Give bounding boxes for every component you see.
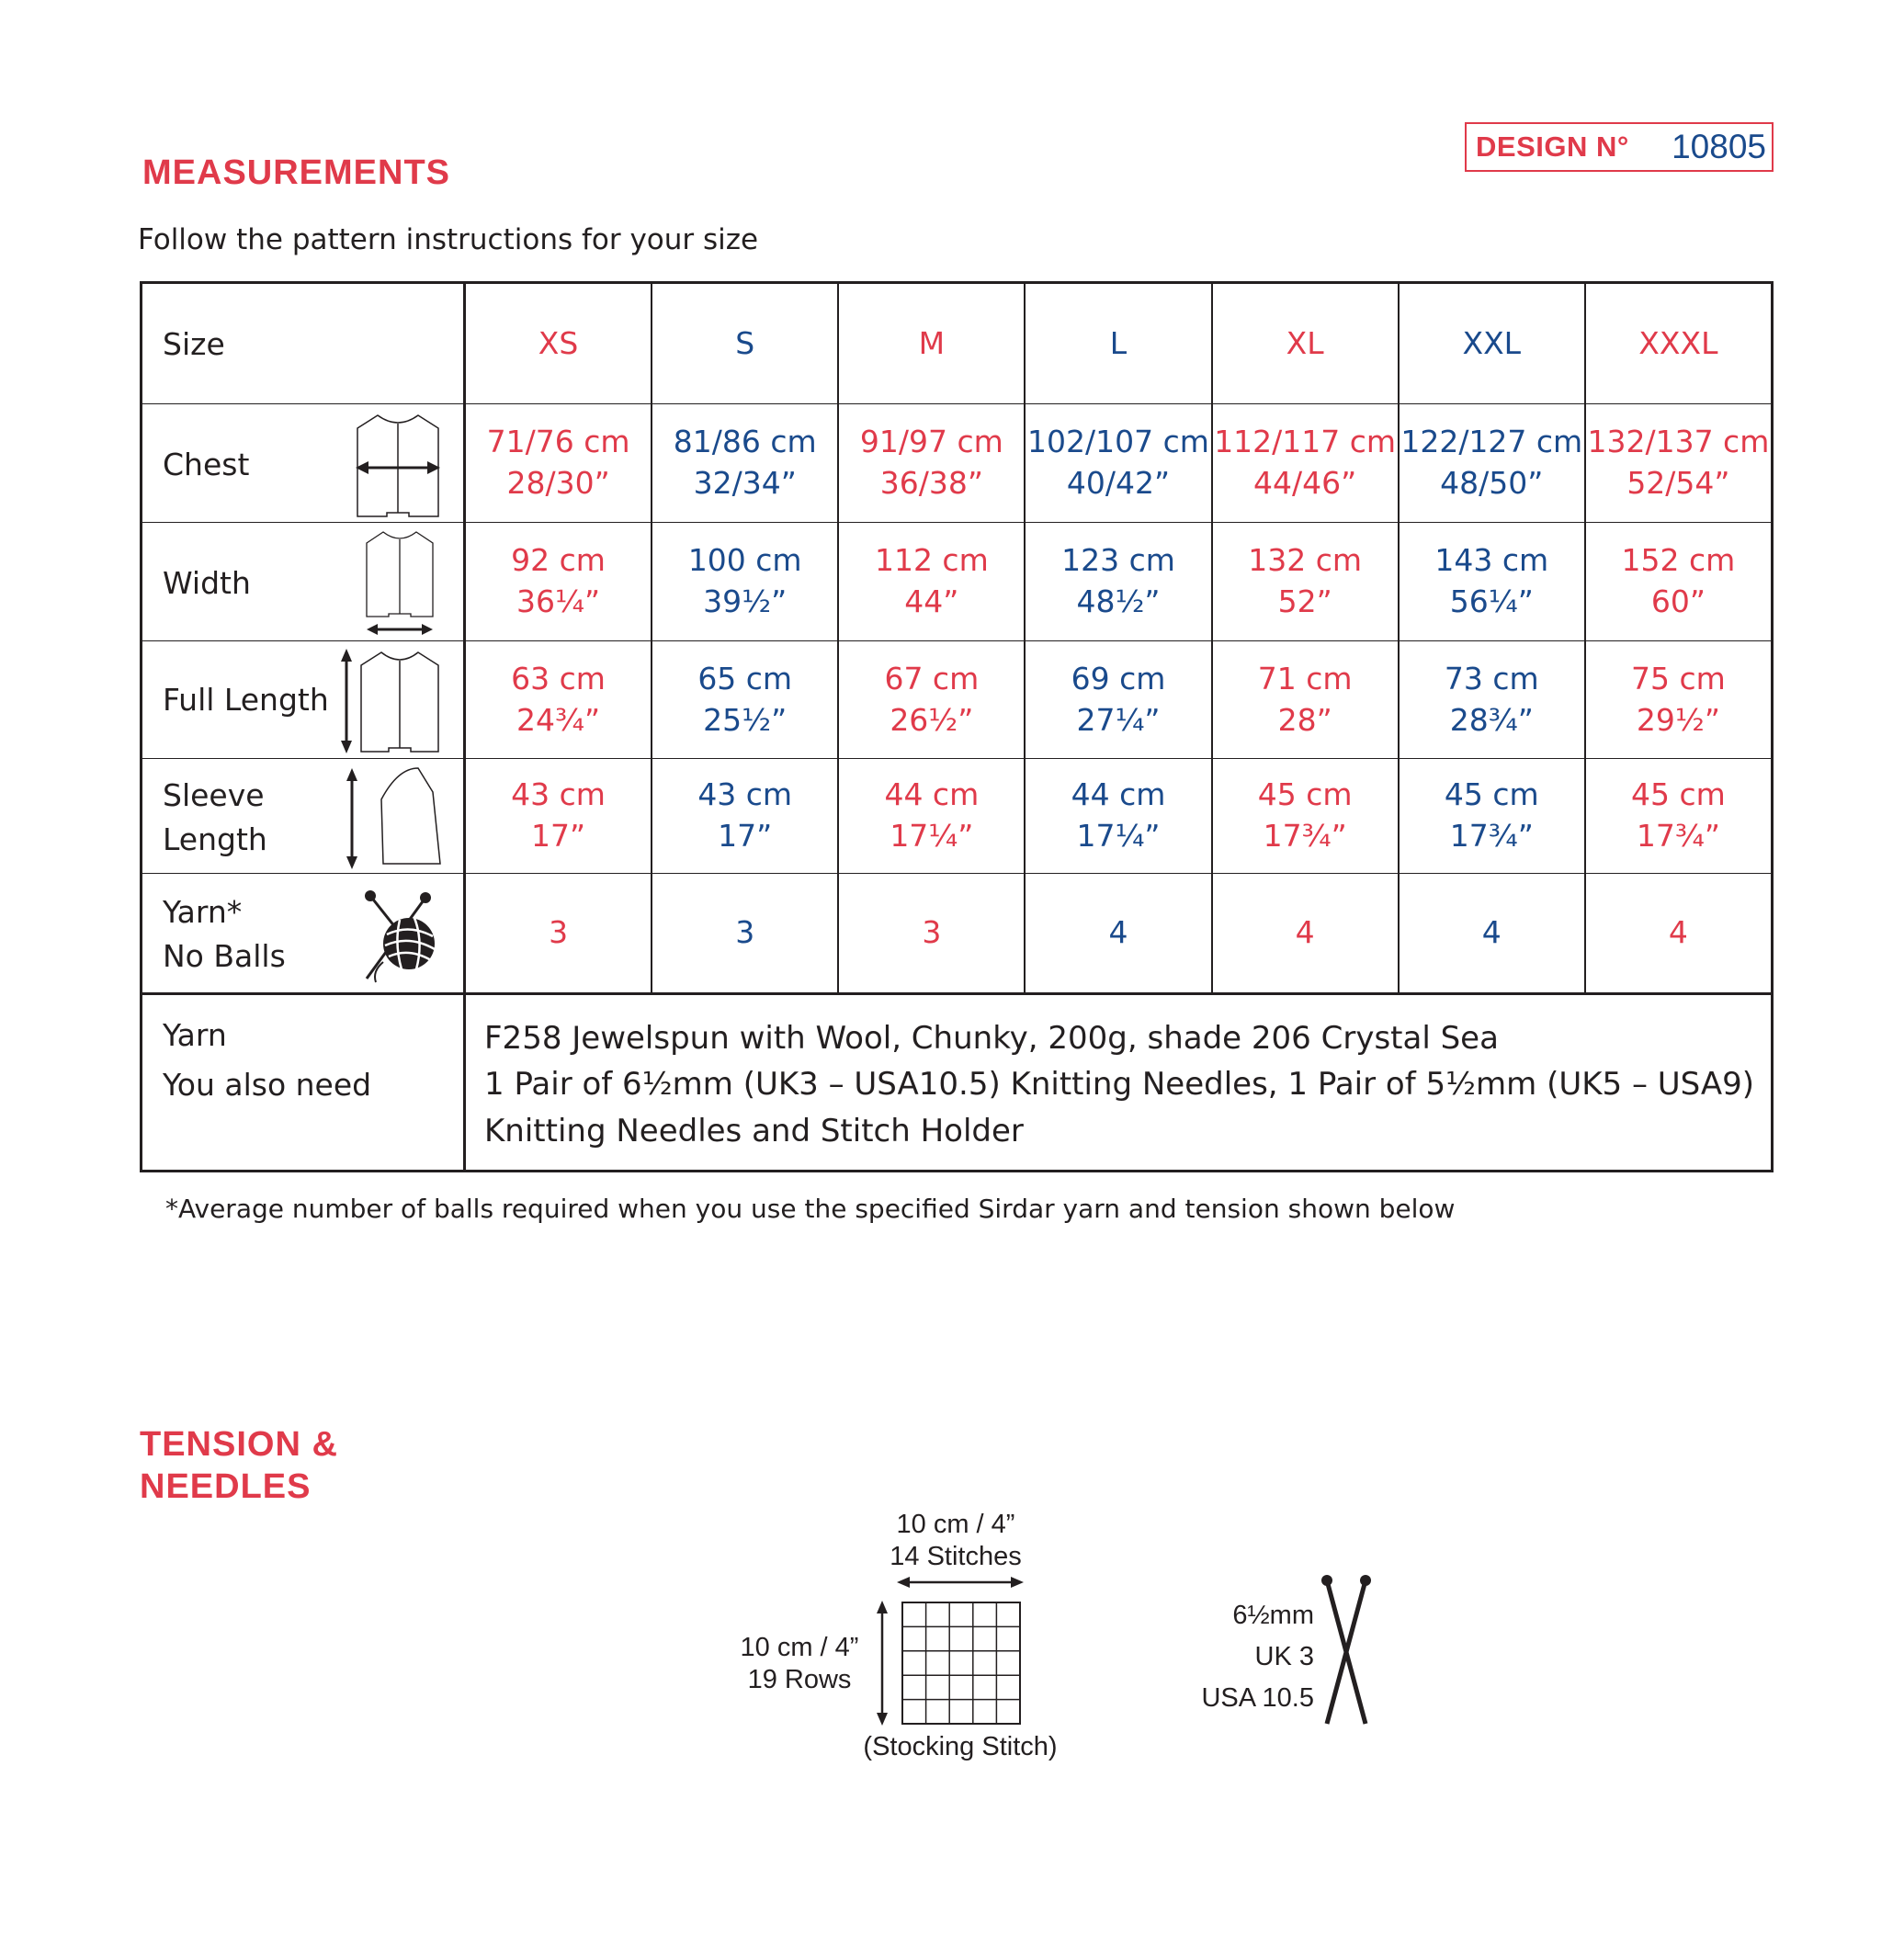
- tension-heading-line-1: TENSION &: [140, 1425, 338, 1464]
- full-length-s: [652, 641, 839, 758]
- size-label-cell: [142, 284, 466, 403]
- full-length-m-in: 26½”: [890, 701, 974, 738]
- also-need-line-1: 1 Pair of 6½mm (UK3 – USA10.5) Knitting Needles, 1 Pair of 5½mm (UK5 – USA9): [484, 1066, 1755, 1104]
- width-s-in: 39½”: [703, 583, 788, 619]
- sleeve-xxl: [1400, 759, 1586, 873]
- tension-stitches: 14 Stitches: [890, 1541, 1022, 1571]
- chest-diagram-icon: [350, 408, 446, 520]
- width-m-in: 44”: [904, 583, 959, 619]
- sleeve-length-label-cell: [142, 759, 466, 873]
- width-xs: [466, 523, 652, 640]
- sleeve-m: [839, 759, 1026, 873]
- design-number-box: [1465, 122, 1774, 172]
- chest-s-in: 32/34”: [693, 465, 797, 501]
- sleeve-xs-in: 17”: [531, 818, 586, 854]
- yarn-label: Yarn: [163, 1017, 227, 1053]
- needle-mm: 6½mm: [1232, 1601, 1314, 1630]
- chest-m: [839, 404, 1026, 522]
- full-length-xxxl-in: 29½”: [1636, 701, 1720, 738]
- width-xs-cm: 92 cm: [511, 542, 606, 579]
- tension-rows: 19 Rows: [747, 1664, 852, 1694]
- width-label: Width: [163, 565, 251, 601]
- width-m: [839, 523, 1026, 640]
- needle-usa: USA 10.5: [1201, 1682, 1314, 1713]
- tension-heading: [140, 1424, 338, 1508]
- sleeve-xxxl-in: 17¾”: [1636, 818, 1720, 854]
- size-xs-label: XS: [538, 324, 579, 361]
- chest-l: [1026, 404, 1212, 522]
- full-length-label-cell: [142, 641, 466, 758]
- sleeve-l-in: 17¼”: [1076, 818, 1161, 854]
- width-s-cm: 100 cm: [687, 542, 802, 579]
- chest-xxxl-in: 52/54”: [1626, 465, 1730, 501]
- sleeve-xxxl: [1586, 759, 1771, 873]
- sleeve-length-label-2: Length: [163, 821, 267, 857]
- chest-m-in: 36/38”: [879, 465, 983, 501]
- full-length-label: Full Length: [163, 682, 329, 718]
- needle-uk: UK 3: [1254, 1641, 1314, 1671]
- size-xxl-label: XXL: [1462, 324, 1522, 361]
- chest-xxl-cm: 122/127 cm: [1400, 424, 1583, 460]
- yarn-balls-m-value: 3: [922, 914, 942, 951]
- width-m-cm: 112 cm: [874, 542, 989, 579]
- sleeve-xxl-in: 17¾”: [1449, 818, 1534, 854]
- chest-xl-in: 44/46”: [1253, 465, 1357, 501]
- sleeve-xs-cm: 43 cm: [511, 776, 606, 813]
- width-diagram-icon: [361, 526, 438, 639]
- yarn-info-content: [466, 995, 1771, 1170]
- width-xxl: [1400, 523, 1586, 640]
- width-xxxl-in: 60”: [1650, 583, 1706, 619]
- sleeve-l-cm: 44 cm: [1071, 776, 1166, 813]
- chest-xs: [466, 404, 652, 522]
- tension-width-measure: 10 cm / 4”: [896, 1510, 1015, 1539]
- width-xl-in: 52”: [1277, 583, 1332, 619]
- tension-heading-line-2: NEEDLES: [140, 1466, 312, 1506]
- knitting-needles-icon: [1314, 1571, 1378, 1729]
- chest-xs-cm: 71/76 cm: [486, 424, 630, 460]
- yarn-balls-m: [839, 874, 1026, 992]
- full-length-l-cm: 69 cm: [1071, 660, 1166, 696]
- sleeve-length-label-1: Sleeve: [163, 777, 265, 813]
- width-xxxl: [1586, 523, 1771, 640]
- width-s: [652, 523, 839, 640]
- width-xxl-in: 56¼”: [1449, 583, 1534, 619]
- sleeve-m-in: 17¼”: [890, 818, 974, 854]
- yarn-info-label-cell: [142, 995, 466, 1170]
- tension-height-measure: 10 cm / 4”: [740, 1633, 859, 1662]
- yarn-balls-xs-value: 3: [549, 914, 569, 951]
- width-label-cell: [142, 523, 466, 640]
- full-length-m: [839, 641, 1026, 758]
- tension-square-icon: [869, 1573, 1026, 1729]
- width-xxxl-cm: 152 cm: [1621, 542, 1736, 579]
- table-row-chest: [142, 404, 1771, 523]
- yarn-balls-l: [1026, 874, 1212, 992]
- yarn-balls-s: [652, 874, 839, 992]
- table-row-sleeve-length: [142, 759, 1771, 874]
- chest-s: [652, 404, 839, 522]
- full-length-s-in: 25½”: [703, 701, 788, 738]
- full-length-diagram-icon: [337, 645, 448, 757]
- yarn-balls-s-value: 3: [735, 914, 755, 951]
- size-label: Size: [163, 326, 225, 362]
- yarn-balls-label-cell: [142, 874, 466, 992]
- sleeve-xl: [1213, 759, 1400, 873]
- chest-label-cell: [142, 404, 466, 522]
- sleeve-s: [652, 759, 839, 873]
- size-xl: [1213, 284, 1400, 403]
- sleeve-xs: [466, 759, 652, 873]
- full-length-xxxl: [1586, 641, 1771, 758]
- width-l-cm: 123 cm: [1061, 542, 1175, 579]
- yarn-balls-xxxl-value: 4: [1668, 914, 1688, 951]
- full-length-xxl-in: 28¾”: [1449, 701, 1534, 738]
- tension-stitch-type: (Stocking Stitch): [863, 1732, 1058, 1761]
- yarn-balls-xxl-value: 4: [1481, 914, 1502, 951]
- measurements-heading: MEASUREMENTS: [142, 153, 451, 192]
- yarn-balls-xl-value: 4: [1295, 914, 1315, 951]
- instruction-text: Follow the pattern instructions for your size: [138, 223, 759, 256]
- table-row-width: [142, 523, 1771, 641]
- full-length-xs-cm: 63 cm: [511, 660, 606, 696]
- tension-height-label: [726, 1632, 873, 1696]
- yarn-balls-xxxl: [1586, 874, 1771, 992]
- full-length-s-cm: 65 cm: [697, 660, 793, 696]
- design-number: 10805: [1672, 128, 1766, 165]
- chest-s-cm: 81/86 cm: [673, 424, 817, 460]
- width-xxl-cm: 143 cm: [1434, 542, 1549, 579]
- also-need-line-2: Knitting Needles and Stitch Holder: [484, 1112, 1024, 1149]
- sleeve-xl-cm: 45 cm: [1257, 776, 1353, 813]
- yarn-balls-label-1: Yarn*: [163, 894, 243, 930]
- chest-xl: [1213, 404, 1400, 522]
- size-table: [140, 281, 1774, 1172]
- yarn-balls-xs: [466, 874, 652, 992]
- chest-xs-in: 28/30”: [506, 465, 610, 501]
- width-l-in: 48½”: [1076, 583, 1161, 619]
- size-xs: [466, 284, 652, 403]
- size-xxxl: [1586, 284, 1771, 403]
- yarn-balls-xxl: [1400, 874, 1586, 992]
- size-l: [1026, 284, 1212, 403]
- chest-l-cm: 102/107 cm: [1027, 424, 1209, 460]
- width-xl-cm: 132 cm: [1248, 542, 1363, 579]
- sleeve-m-cm: 44 cm: [884, 776, 980, 813]
- full-length-xxl: [1400, 641, 1586, 758]
- full-length-xl: [1213, 641, 1400, 758]
- width-xl: [1213, 523, 1400, 640]
- also-need-label: You also need: [163, 1067, 372, 1103]
- chest-xl-cm: 112/117 cm: [1214, 424, 1397, 460]
- full-length-l: [1026, 641, 1212, 758]
- design-label: DESIGN N°: [1476, 130, 1629, 163]
- size-s-label: S: [735, 324, 755, 361]
- sleeve-xl-in: 17¾”: [1263, 818, 1347, 854]
- footnote: *Average number of balls required when you use the specified Sirdar yarn and tension shown below: [165, 1194, 1456, 1224]
- full-length-xs-in: 24¾”: [516, 701, 601, 738]
- full-length-m-cm: 67 cm: [884, 660, 980, 696]
- yarn-text: F258 Jewelspun with Wool, Chunky, 200g, shade 206 Crystal Sea: [484, 1020, 1499, 1057]
- full-length-xl-cm: 71 cm: [1257, 660, 1353, 696]
- width-xs-in: 36¼”: [516, 583, 601, 619]
- needle-size-label: [1185, 1595, 1314, 1719]
- table-row-size: [142, 284, 1771, 404]
- chest-xxxl: [1586, 404, 1771, 522]
- sleeve-s-cm: 43 cm: [697, 776, 793, 813]
- full-length-l-in: 27¼”: [1076, 701, 1161, 738]
- sleeve-xxxl-cm: 45 cm: [1631, 776, 1726, 813]
- chest-label: Chest: [163, 447, 250, 482]
- full-length-xl-in: 28”: [1277, 701, 1332, 738]
- width-l: [1026, 523, 1212, 640]
- size-m: [839, 284, 1026, 403]
- sleeve-l: [1026, 759, 1212, 873]
- chest-xxl-in: 48/50”: [1440, 465, 1544, 501]
- chest-m-cm: 91/97 cm: [859, 424, 1003, 460]
- tension-width-label: [864, 1509, 1048, 1573]
- table-row-full-length: [142, 641, 1771, 759]
- full-length-xxl-cm: 73 cm: [1444, 660, 1539, 696]
- full-length-xxxl-cm: 75 cm: [1631, 660, 1726, 696]
- yarn-balls-l-value: 4: [1108, 914, 1128, 951]
- size-m-label: M: [918, 324, 946, 361]
- chest-l-in: 40/42”: [1066, 465, 1171, 501]
- table-row-yarn-info: [142, 995, 1771, 1170]
- full-length-xs: [466, 641, 652, 758]
- chest-xxxl-cm: 132/137 cm: [1587, 424, 1770, 460]
- sleeve-xxl-cm: 45 cm: [1444, 776, 1539, 813]
- chest-xxl: [1400, 404, 1586, 522]
- yarn-balls-label-2: No Balls: [163, 938, 286, 974]
- size-xxxl-label: XXXL: [1638, 324, 1718, 361]
- size-xl-label: XL: [1286, 324, 1324, 361]
- sleeve-s-in: 17”: [718, 818, 773, 854]
- size-l-label: L: [1109, 324, 1128, 361]
- size-xxl: [1400, 284, 1586, 403]
- yarn-balls-xl: [1213, 874, 1400, 992]
- size-s: [652, 284, 839, 403]
- sleeve-length-diagram-icon: [339, 764, 449, 871]
- table-row-yarn-balls: [142, 874, 1771, 995]
- yarn-ball-icon: [361, 887, 444, 984]
